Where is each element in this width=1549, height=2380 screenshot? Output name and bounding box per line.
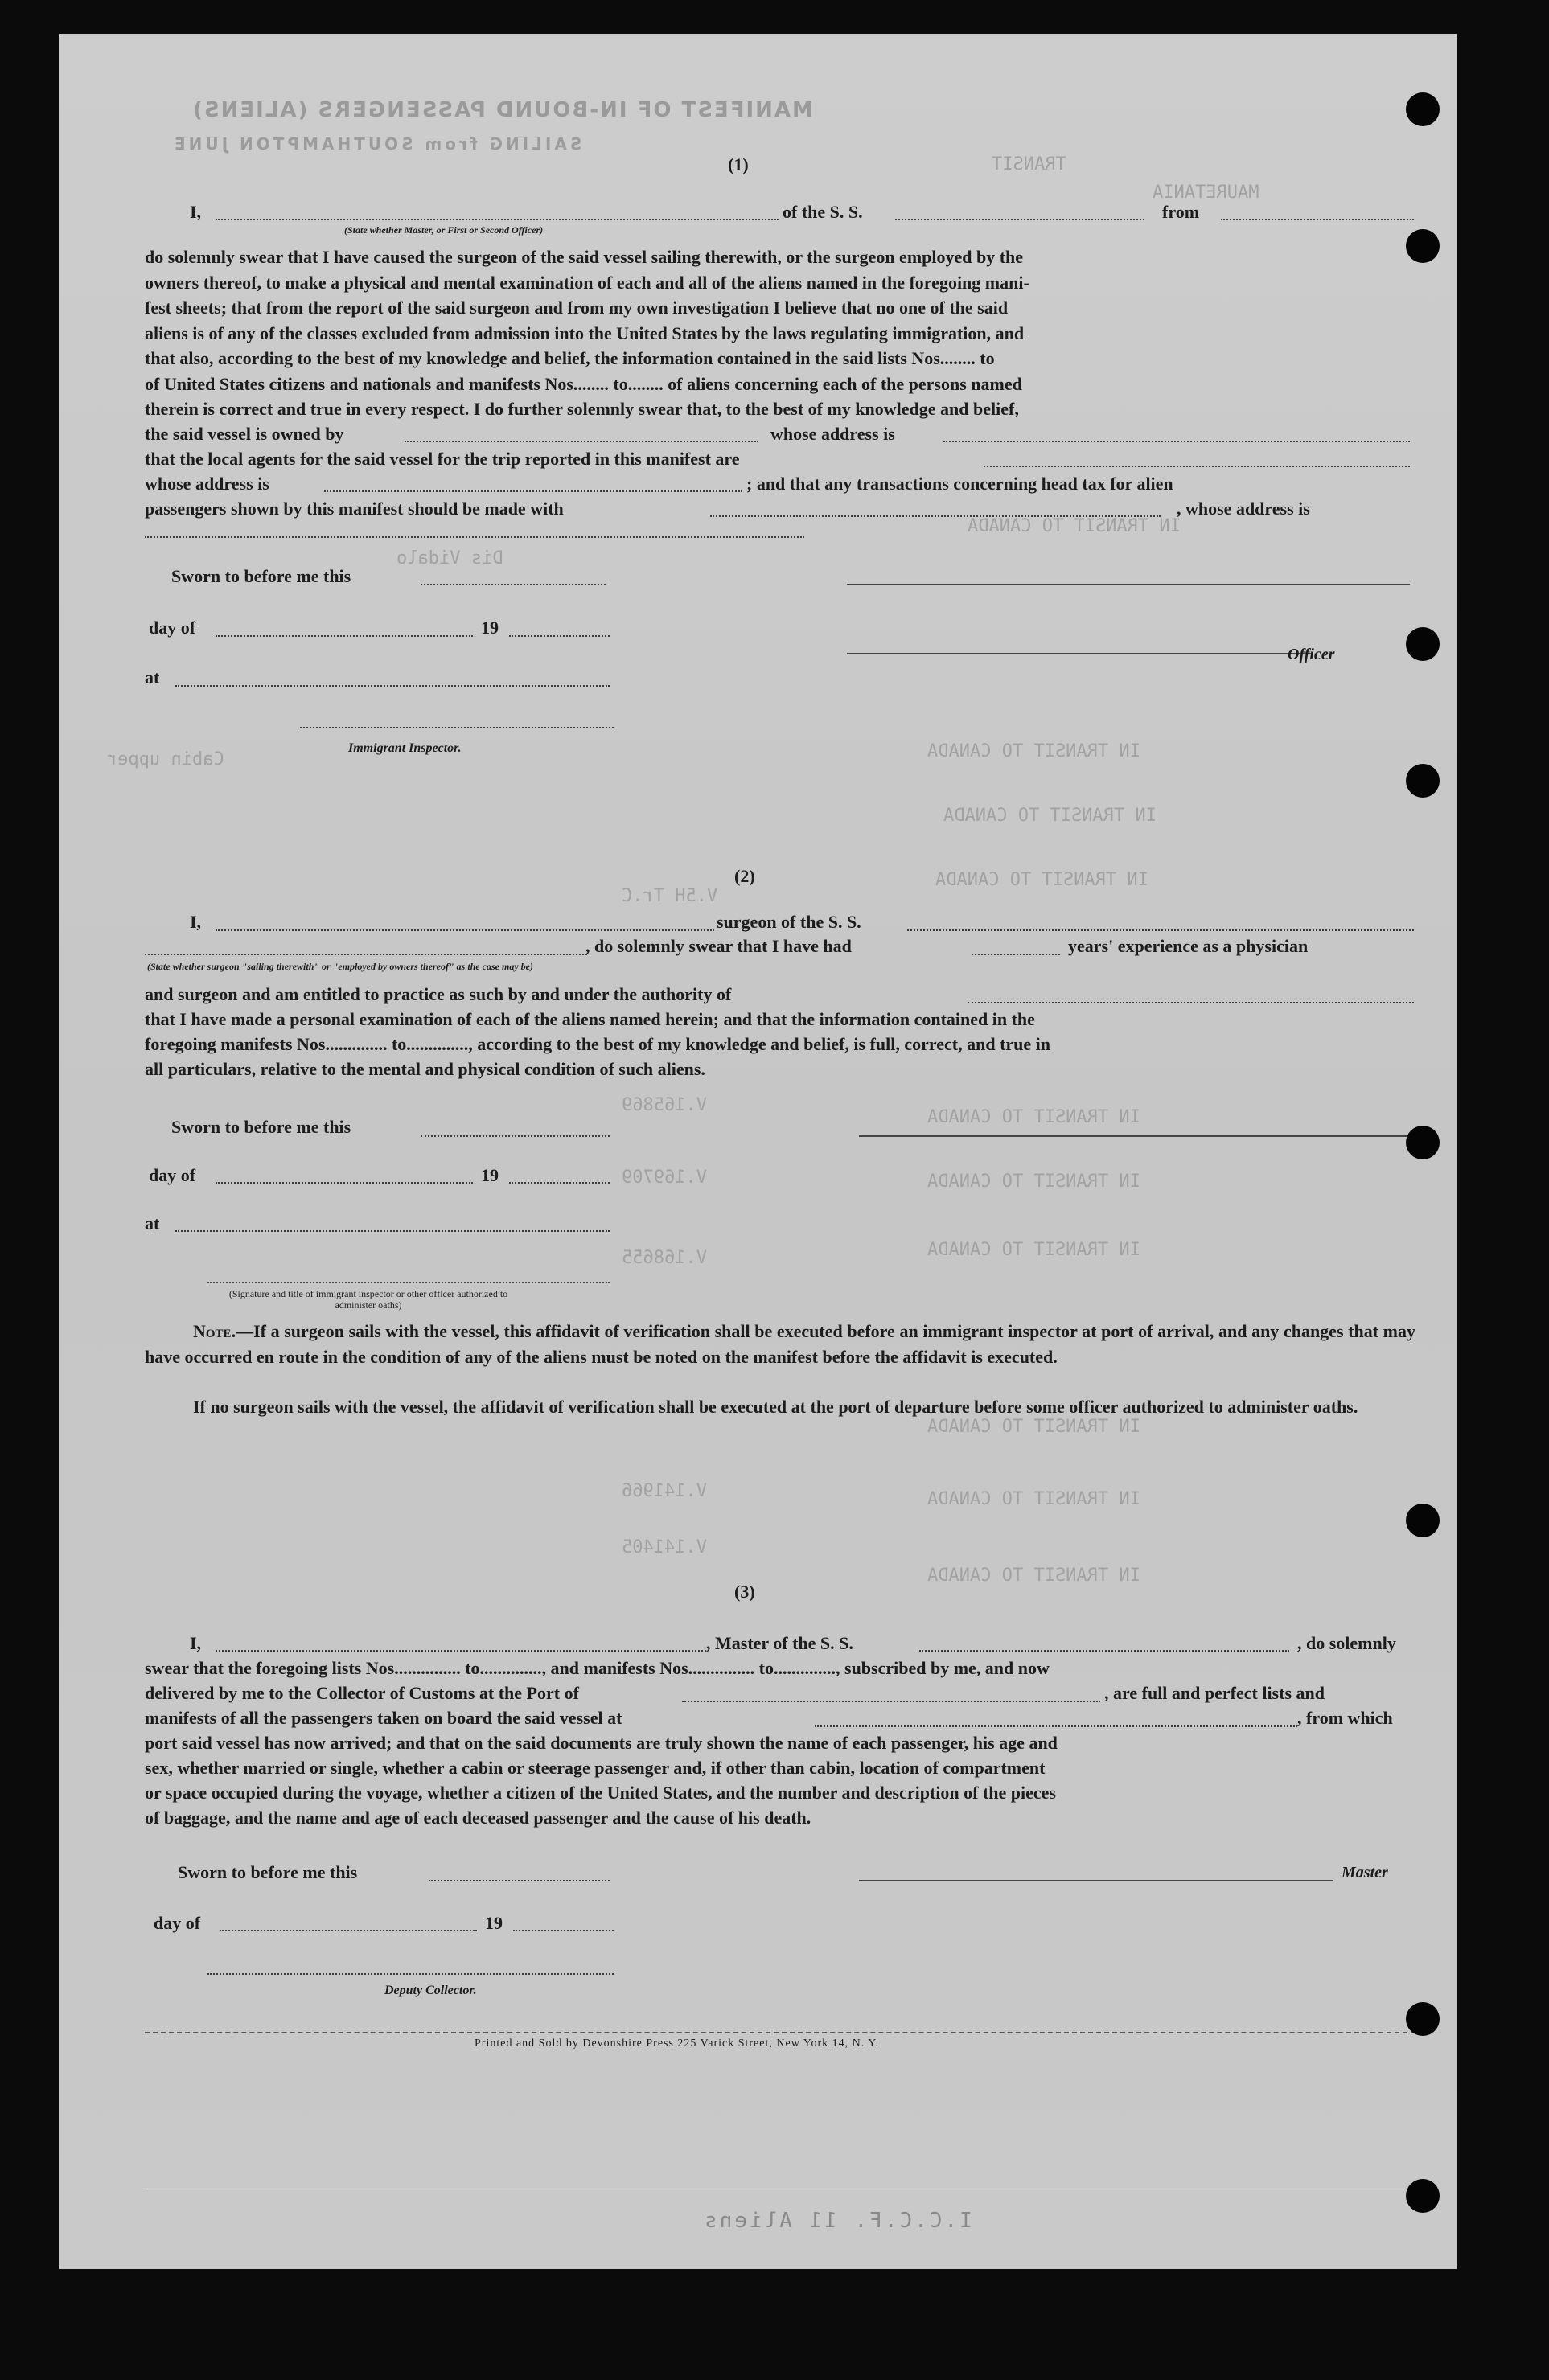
s3-full-perfect: , are full and perfect lists and: [1104, 1683, 1325, 1703]
punch-hole: [1406, 764, 1440, 798]
s1-para-line: aliens is of any of the classes excluded from admission into the United States by the laws regulating immigration, and: [145, 322, 1025, 343]
s3-para-line: or space occupied during the voyage, whether a citizen of the United States, and the number and description of the pieces: [145, 1783, 1056, 1803]
bleed-through-text: Dis Vidalo: [396, 548, 503, 568]
s3-name-field[interactable]: [216, 1650, 706, 1652]
s2-sworn: Sworn to before me this: [171, 1117, 351, 1137]
s2-ss-field[interactable]: [907, 929, 1414, 931]
note-label: Note.: [193, 1321, 236, 1341]
s1-sworn-field[interactable]: [421, 584, 606, 585]
s3-year: 19: [485, 1913, 503, 1933]
s3-para-line: manifests of all the passengers taken on board the said vessel at: [145, 1708, 622, 1728]
s1-para-line: do solemnly swear that I have caused the surgeon of the said vessel sailing therewith, or the surgeon employed by the: [145, 247, 1024, 267]
s2-para-line: and surgeon and am entitled to practice as such by and under the authority of: [145, 984, 732, 1004]
bleed-through-text: IN TRANSIT TO CANADA: [927, 1172, 1140, 1192]
bleed-through-text: V.141966: [622, 1481, 707, 1501]
punch-hole: [1406, 1504, 1440, 1537]
s2-authority-field[interactable]: [968, 1002, 1414, 1003]
s3-master-of: , Master of the S. S.: [706, 1633, 853, 1653]
section-2-number: (2): [734, 866, 755, 886]
s3-deputy-field[interactable]: [207, 1973, 614, 1975]
footer-rule: [145, 2032, 1415, 2033]
s3-para-line: sex, whether married or single, whether a cabin or steerage passenger and, if other than cabin, location of compartment: [145, 1758, 1046, 1778]
s1-para-line: of United States citizens and nationals and manifests Nos........ to........ of aliens concerning each of the persons named: [145, 373, 1022, 394]
s2-at-field[interactable]: [175, 1230, 610, 1232]
s3-deputy-label: Deputy Collector.: [384, 1984, 477, 1997]
punch-hole: [1406, 627, 1440, 661]
bleed-through-text: V.169709: [622, 1167, 707, 1188]
manifest-sheet: [59, 34, 1457, 2269]
s1-whose-address-2: whose address is: [145, 474, 269, 494]
s2-surgeon-field[interactable]: [145, 954, 587, 955]
s2-inspector-line[interactable]: [207, 1282, 610, 1283]
punch-hole: [1406, 92, 1440, 126]
s1-address-3-field[interactable]: [145, 536, 804, 538]
s1-paragraph: [145, 244, 1415, 422]
printer-line: Printed and Sold by Devonshire Press 225 Varick Street, New York 14, N. Y.: [475, 2037, 880, 2050]
s2-para-line: all particulars, relative to the mental and physical condition of such aliens.: [145, 1059, 705, 1079]
s2-day-of: day of: [149, 1165, 196, 1185]
s1-i-label: I,: [190, 202, 202, 222]
s1-para-line: therein is correct and true in every respect. I do further solemnly swear that, to the best of my knowledge and belief,: [145, 399, 1019, 419]
s2-name-field[interactable]: [216, 929, 714, 931]
s2-at: at: [145, 1213, 160, 1233]
s1-owned-by: the said vessel is owned by: [145, 424, 344, 444]
s3-day-of: day of: [154, 1913, 201, 1933]
s3-do-solemnly: , do solemnly: [1297, 1633, 1396, 1653]
s1-at-field[interactable]: [175, 685, 610, 687]
bleed-through-text: IN TRANSIT TO CANADA: [927, 741, 1140, 761]
bleed-through-text: IN TRANSIT TO CANADA: [943, 806, 1157, 826]
punch-hole: [1406, 229, 1440, 263]
s1-para-line: that also, according to the best of my knowledge and belief, the information contained in the said lists Nos........ to: [145, 348, 995, 368]
s3-para-line: port said vessel has now arrived; and that on the said documents are truly shown the name of each passenger, his age and: [145, 1733, 1058, 1753]
punch-hole: [1406, 2179, 1440, 2213]
s1-ss-field[interactable]: [895, 219, 1144, 220]
bleed-through-text: TRANSIT: [992, 154, 1066, 174]
s3-para-line: delivered by me to the Collector of Customs at the Port of: [145, 1683, 579, 1703]
s1-from-label: from: [1162, 202, 1200, 222]
s1-year: 19: [481, 618, 499, 638]
s3-port-field[interactable]: [682, 1701, 1100, 1702]
s2-para-line: foregoing manifests Nos.............. to.............., according to the best of my knowledge and belief, is full, correct, and true in: [145, 1034, 1051, 1054]
s1-day-field[interactable]: [216, 635, 473, 637]
s1-from-field[interactable]: [1221, 219, 1414, 220]
bleed-through-text: IN TRANSIT TO CANADA: [927, 1417, 1140, 1437]
s1-local-agents: that the local agents for the said vessel for the trip reported in this manifest are: [145, 449, 740, 469]
s1-whose-address-3: , whose address is: [1177, 499, 1310, 519]
bleed-through-text: Cabin upper: [107, 749, 224, 769]
punch-hole: [1406, 1126, 1440, 1159]
s1-year-field[interactable]: [509, 635, 610, 637]
bleed-through-text: V.168655: [622, 1248, 707, 1268]
bottom-stamp: I.C.C.F. 11 Aliens: [702, 2209, 972, 2233]
s1-officer-line[interactable]: [847, 653, 1313, 654]
s2-i-label: I,: [190, 912, 202, 932]
bleed-through-text: IN TRANSIT TO CANADA: [927, 1565, 1140, 1586]
s2-day-field[interactable]: [216, 1182, 473, 1184]
note-text-2: If no surgeon sails with the vessel, the affidavit of verification shall be executed at the port of departure before some officer authorized to administer oaths.: [193, 1397, 1358, 1417]
s1-sworn: Sworn to before me this: [171, 566, 351, 586]
s3-master-signature-line[interactable]: [859, 1880, 1333, 1881]
s3-para-line: swear that the foregoing lists Nos............... to.............., and manifests Nos............... to.............., subscribed by me, and now: [145, 1658, 1050, 1678]
s1-ss-label: of the S. S.: [783, 202, 863, 222]
s1-address-field[interactable]: [943, 441, 1410, 442]
s1-agents-field[interactable]: [984, 466, 1410, 467]
s3-master-label: Master: [1342, 1864, 1388, 1881]
s1-head-tax: ; and that any transactions concerning head tax for alien: [746, 474, 1173, 494]
s1-owned-field[interactable]: [405, 441, 758, 442]
s1-address-2-field[interactable]: [324, 490, 742, 492]
bleed-through-text: IN TRANSIT TO CANADA: [927, 1240, 1140, 1260]
s3-year-field[interactable]: [513, 1930, 614, 1931]
s3-sworn: Sworn to before me this: [178, 1862, 358, 1882]
s2-year-field[interactable]: [509, 1182, 610, 1184]
bleed-through-text: V.141405: [622, 1537, 707, 1557]
s1-para-line: owners thereof, to make a physical and mental examination of each and all of the aliens named in the foregoing mani-: [145, 272, 1029, 293]
s2-year: 19: [481, 1165, 499, 1185]
s2-state-note: (State whether surgeon "sailing therewith" or "employed by owners thereof" as the case may be): [147, 961, 533, 972]
s2-para-line: that I have made a personal examination of each of the aliens named herein; and that the information contained in the: [145, 1009, 1035, 1029]
bleed-through-text: V.5H Tr.C: [622, 886, 718, 906]
bleed-through-text: IN TRANSIT TO CANADA: [927, 1489, 1140, 1509]
s3-vessel-field[interactable]: [815, 1726, 1297, 1727]
s2-solemnly: , do solemnly swear that I have had: [585, 936, 852, 956]
manifest-title: MANIFEST OF IN-BOUND PASSENGERS (ALIENS): [191, 98, 813, 122]
bleed-through-text: V.165869: [622, 1095, 707, 1115]
s2-surgeon-signature-line[interactable]: [859, 1135, 1410, 1137]
s1-inspector-field[interactable]: [300, 727, 614, 728]
s1-officer-label: Officer: [1288, 646, 1335, 663]
note-paragraph-1: [145, 1319, 1415, 1369]
bleed-through-text: IN TRANSIT TO CANADA: [968, 516, 1181, 536]
s1-para-line: fest sheets; that from the report of the said surgeon and from my own investigation I believe that no one of the said: [145, 298, 1009, 318]
s3-i-label: I,: [190, 1633, 202, 1653]
s1-name-field[interactable]: [216, 219, 779, 220]
bleed-through-text: MAURETANIA: [1153, 183, 1259, 203]
s1-at: at: [145, 667, 160, 687]
s3-from-which: , from which: [1297, 1708, 1393, 1728]
s1-officer-signature-line[interactable]: [847, 584, 1410, 585]
s2-years: years' experience as a physician: [1068, 936, 1309, 956]
sailing-line: SAILING from SOUTHAMPTON JUNE: [171, 134, 582, 154]
s1-day-of: day of: [149, 618, 196, 638]
note-text-1: —If a surgeon sails with the vessel, this affidavit of verification shall be executed before an immigrant inspector at port of arrival, and any changes that may have occurred en route in the condition of any of the aliens must be noted on the manifest before the affidavit is executed.: [145, 1321, 1415, 1367]
s2-surgeon-of: surgeon of the S. S.: [717, 912, 861, 932]
note-paragraph-2: [145, 1394, 1415, 1420]
s3-para-line: of baggage, and the name and age of each deceased passenger and the cause of his death.: [145, 1808, 811, 1828]
punch-hole: [1406, 2002, 1440, 2036]
bleed-through-text: IN TRANSIT TO CANADA: [927, 1107, 1140, 1127]
section-1-number: (1): [728, 154, 749, 174]
s2-sworn-field[interactable]: [421, 1135, 610, 1137]
section-3-number: (3): [734, 1582, 755, 1602]
s2-years-field[interactable]: [972, 954, 1060, 955]
s1-whose-address: whose address is: [770, 424, 895, 444]
s1-passengers-shown: passengers shown by this manifest should be made with: [145, 499, 564, 519]
bleed-through-text: IN TRANSIT TO CANADA: [935, 870, 1148, 890]
s3-day-field[interactable]: [220, 1930, 477, 1931]
s2-sig-note: (Signature and title of immigrant inspector or other officer authorized to administer oaths): [228, 1288, 508, 1311]
s1-inspector-label: Immigrant Inspector.: [348, 741, 462, 755]
s1-state-note: (State whether Master, or First or Second Officer): [344, 224, 544, 236]
s3-ss-field[interactable]: [919, 1650, 1289, 1652]
s3-sworn-field[interactable]: [429, 1880, 610, 1881]
